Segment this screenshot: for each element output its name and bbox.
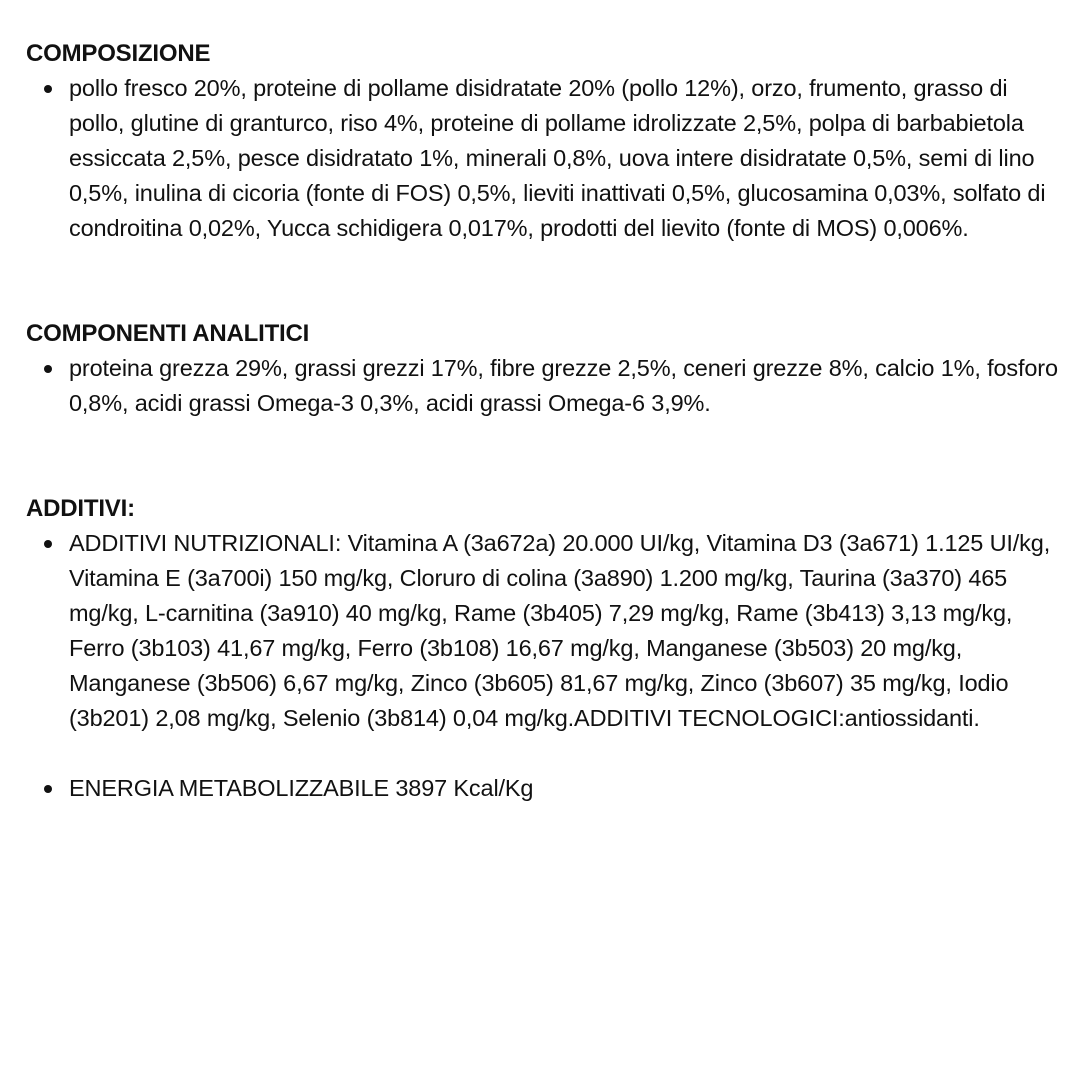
bullet-icon — [44, 85, 52, 93]
energia-list — [26, 771, 1066, 806]
composizione-text: pollo fresco 20%, proteine di pollame disidratate 20% (pollo 12%), orzo, frumento, grasso di pollo, glutine di granturco, riso 4%, proteine di pollame idrolizzate 2,5%, polpa di barbabietola essiccata 2,5%, pesce disidratato 1%, minerali 0,8%, uova intere disidratate 0,5%, semi di lino 0,5%, inulina di cicoria (fonte di FOS) 0,5%, lieviti inattivati 0,5%, glucosamina 0,03%, solfato di condroitina 0,02%, Yucca schidigera 0,017%, prodotti del lievito (fonte di MOS) 0,006%. — [69, 75, 1046, 241]
section-title-additivi: ADDITIVI: — [26, 495, 135, 522]
spacer — [26, 736, 1066, 771]
list-item — [26, 71, 1066, 246]
section-title-componenti-analitici: COMPONENTI ANALITICI — [26, 320, 310, 347]
list-item — [26, 526, 1066, 736]
additivi-list — [26, 526, 1066, 736]
section-title-composizione: COMPOSIZIONE — [26, 40, 211, 67]
document — [26, 36, 1066, 806]
energia-text: ENERGIA METABOLIZZABILE 3897 Kcal/Kg — [69, 775, 534, 801]
componenti-list — [26, 351, 1066, 421]
section-composizione — [26, 36, 1066, 246]
bullet-icon — [44, 540, 52, 548]
list-item — [26, 351, 1066, 421]
section-additivi — [26, 491, 1066, 806]
bullet-icon — [44, 365, 52, 373]
additivi-nutrizionali-text: ADDITIVI NUTRIZIONALI: Vitamina A (3a672a) 20.000 UI/kg, Vitamina D3 (3a671) 1.125 UI/kg, Vitamina E (3a700i) 150 mg/kg, Cloruro di colina (3a890) 1.200 mg/kg, Taurina (3a370) 465 mg/kg, L-carnitina (3a910) 40 mg/kg, Rame (3b405) 7,29 mg/kg, Rame (3b413) 3,13 mg/kg, Ferro (3b103) 41,67 mg/kg, Ferro (3b108) 16,67 mg/kg, Manganese (3b503) 20 mg/kg, Manganese (3b506) 6,67 mg/kg, Zinco (3b605) 81,67 mg/kg, Zinco (3b607) 35 mg/kg, Iodio (3b201) 2,08 mg/kg, Selenio (3b814) 0,04 mg/kg.ADDITIVI TECNOLOGICI:antiossidanti. — [69, 530, 1051, 731]
componenti-text: proteina grezza 29%, grassi grezzi 17%, fibre grezze 2,5%, ceneri grezze 8%, calcio 1%, fosforo 0,8%, acidi grassi Omega-3 0,3%, acidi grassi Omega-6 3,9%. — [69, 355, 1058, 416]
list-item — [26, 771, 1066, 806]
spacer — [26, 246, 1066, 316]
section-componenti-analitici — [26, 316, 1066, 421]
composizione-list — [26, 71, 1066, 246]
spacer — [26, 421, 1066, 491]
bullet-icon — [44, 785, 52, 793]
